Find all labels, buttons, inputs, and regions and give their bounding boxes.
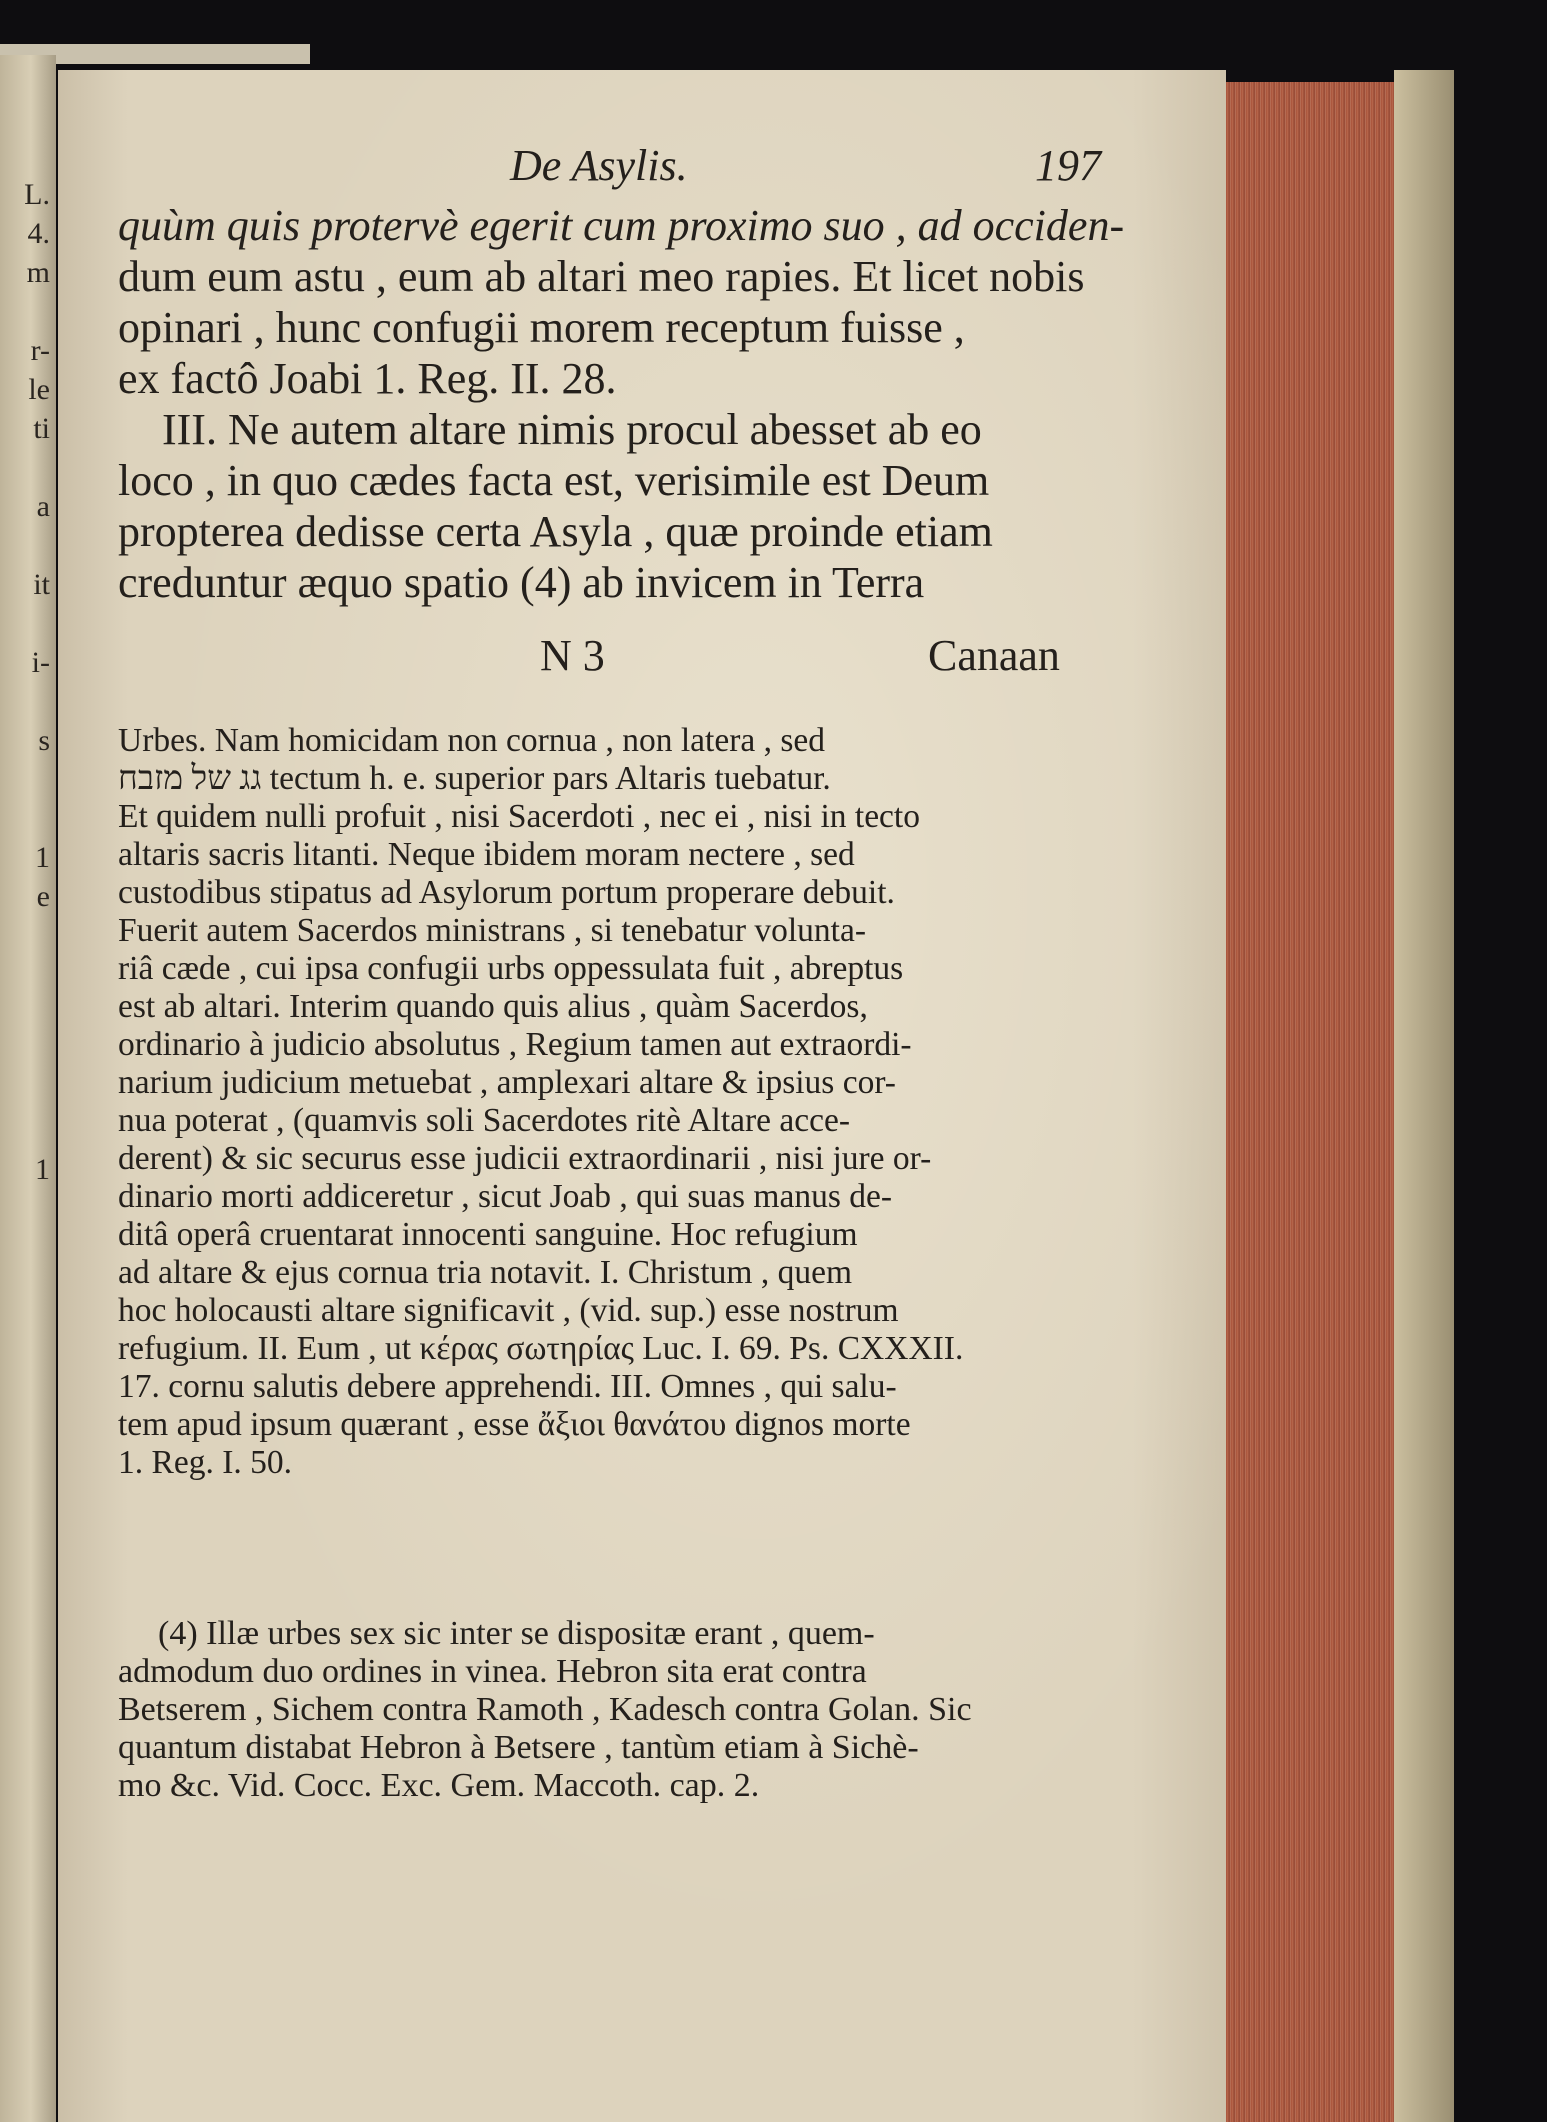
page-block-edge xyxy=(1226,82,1394,2122)
facing-page-fragment xyxy=(4,1072,52,1111)
note-line: altaris sacris litanti. Neque ibidem moram nectere , sed xyxy=(118,836,855,873)
facing-page-fragment: ti xyxy=(33,412,50,445)
note-line: ditâ operâ cruentarat innocenti sanguine. Hoc refugium xyxy=(118,1216,858,1253)
facing-page-fragments xyxy=(4,175,52,1501)
facing-page-fragment xyxy=(4,955,52,994)
facing-page-fragment xyxy=(4,1267,52,1306)
main-text xyxy=(118,200,1124,608)
cover-edge xyxy=(1394,70,1454,2122)
facing-page-fragment: i- xyxy=(31,646,50,679)
note-line: riâ cæde , cui ipsa confugii urbs oppessulata fuit , abreptus xyxy=(118,950,904,987)
facing-page-fragment: it xyxy=(33,568,50,601)
note-line: hoc holocausti altare significavit , (vid. sup.) esse nostrum xyxy=(118,1292,899,1329)
facing-page-fragment xyxy=(4,1189,52,1228)
facing-page-fragment: e xyxy=(36,880,50,913)
note-line: derent) & sic securus esse judicii extraordinarii , nisi jure or- xyxy=(118,1140,932,1177)
body-line: dum eum astu , eum ab altari meo rapies. Et licet nobis xyxy=(118,252,1085,301)
body-line: opinari , hunc confugii morem receptum fuisse , xyxy=(118,303,965,352)
facing-page-fragment xyxy=(4,1306,52,1345)
note-line: 17. cornu salutis debere apprehendi. III. Omnes , qui salu- xyxy=(118,1368,897,1405)
facing-page-fragment: r- xyxy=(30,334,50,367)
body-line: III. Ne autem altare nimis procul abesset ab eo xyxy=(162,405,982,454)
facing-page-fragment: 4. xyxy=(27,217,50,250)
note-line: Fuerit autem Sacerdos ministrans , si tenebatur volunta- xyxy=(118,912,866,949)
note-line: ad altare & ejus cornua tria notavit. I. Christum , quem xyxy=(118,1254,853,1291)
note-line: refugium. II. Eum , ut κέρας σωτηρίας Luc. I. 69. Ps. CXXXII. xyxy=(118,1330,964,1367)
note-line: nua poterat , (quamvis soli Sacerdotes ritè Altare acce- xyxy=(118,1102,851,1139)
note-line: Urbes. Nam homicidam non cornua , non latera , sed xyxy=(118,722,826,759)
note-line: Et quidem nulli profuit , nisi Sacerdoti , nec ei , nisi in tecto xyxy=(118,798,920,835)
body-line: propterea dedisse certa Asyla , quæ proinde etiam xyxy=(118,507,993,556)
note-line: גג של מזבח tectum h. e. superior pars Altaris tuebatur. xyxy=(118,760,831,797)
facing-page-fragment: 1 xyxy=(35,841,50,874)
page-number: 197 xyxy=(1035,141,1101,190)
facing-page-fragment xyxy=(4,1033,52,1072)
note-line: custodibus stipatus ad Asylorum portum properare debuit. xyxy=(118,874,895,911)
facing-page-fragment xyxy=(4,1228,52,1267)
commentary-note xyxy=(118,722,963,1482)
footnote-line: admodum duo ordines in vinea. Hebron sita erat contra xyxy=(118,1653,867,1690)
running-title: De Asylis. xyxy=(510,141,688,190)
catchword: Canaan xyxy=(928,631,1060,680)
body-line: creduntur æquo spatio (4) ab invicem in Terra xyxy=(118,558,925,607)
body-line: ex factô Joabi 1. Reg. II. 28. xyxy=(118,354,617,403)
facing-page-fragment xyxy=(4,994,52,1033)
facing-page-fragment xyxy=(4,292,52,331)
facing-page-fragment xyxy=(4,916,52,955)
facing-page-fragment xyxy=(4,448,52,487)
facing-page-fragment xyxy=(4,1462,52,1501)
footnote-line: quantum distabat Hebron à Betsere , tantùm etiam à Sichè- xyxy=(118,1729,919,1766)
facing-page-fragment: L. xyxy=(24,178,50,211)
body-line: quùm quis protervè egerit cum proximo suo , ad occiden- xyxy=(118,201,1125,250)
note-line: narium judicium metuebat , amplexari altare & ipsius cor- xyxy=(118,1064,896,1101)
note-line: dinario morti addiceretur , sicut Joab , qui suas manus de- xyxy=(118,1178,893,1215)
facing-page-fragment xyxy=(4,1423,52,1462)
note-line: ordinario à judicio absolutus , Regium tamen aut extraordi- xyxy=(118,1026,912,1063)
facing-page-fragment xyxy=(4,760,52,799)
note-line: 1. Reg. I. 50. xyxy=(118,1444,292,1481)
facing-page-fragment: 1 xyxy=(35,1153,50,1186)
facing-page-fragment xyxy=(4,526,52,565)
facing-page-fragment: a xyxy=(36,490,50,523)
facing-page-fragment xyxy=(4,1345,52,1384)
footnote-line: Betserem , Sichem contra Ramoth , Kadesch contra Golan. Sic xyxy=(118,1691,972,1728)
facing-page-fragment xyxy=(4,1111,52,1150)
footnote-line: (4) Illæ urbes sex sic inter se dispositæ erant , quem- xyxy=(158,1615,875,1652)
facing-page-fragment xyxy=(4,682,52,721)
facing-page-fragment: m xyxy=(26,256,50,289)
signature-mark: N 3 xyxy=(540,631,605,680)
note-line: est ab altari. Interim quando quis alius , quàm Sacerdos, xyxy=(118,988,868,1025)
facing-page-fragment xyxy=(4,799,52,838)
facing-page-fragment: le xyxy=(28,373,50,406)
body-line: loco , in quo cædes facta est, verisimile est Deum xyxy=(118,456,990,505)
footnote xyxy=(118,1615,972,1805)
facing-page-edge xyxy=(0,55,56,2122)
facing-page-fragment xyxy=(4,604,52,643)
facing-page-fragment: s xyxy=(38,724,50,757)
facing-page-fragment xyxy=(4,1384,52,1423)
note-line: tem apud ipsum quærant , esse ἄξιοι θανάτου dignos morte xyxy=(118,1406,911,1443)
footnote-line: mo &c. Vid. Cocc. Exc. Gem. Maccoth. cap. 2. xyxy=(118,1767,760,1804)
